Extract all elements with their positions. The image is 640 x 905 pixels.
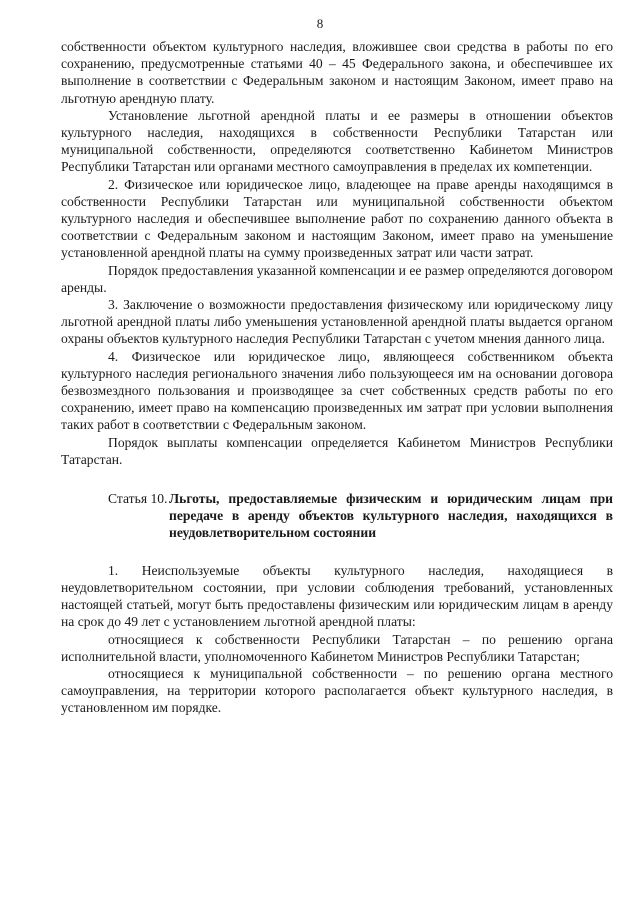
paragraph: 3. Заключение о возможности предоставления физическому или юридическому лицу льготной арендной платы либо уменьшения установленной арендной платы выдается органом охраны объектов культурного наследия Республики Татарстан с учетом мнения данного лица.: [61, 297, 613, 347]
paragraph: Порядок предоставления указанной компенсации и ее размер определяются договором аренды.: [61, 262, 613, 295]
article-title: Льготы, предоставляемые физическим и юридическим лицам при передаче в аренду объектов культурного наследия, находящихся в неудовлетворительном состоянии: [169, 491, 613, 541]
paragraph: относящиеся к муниципальной собственности – по решению органа местного самоуправления, на территории которого располагается объект культурного наследия, в установленном им порядке.: [61, 665, 613, 716]
document-body: [61, 38, 613, 717]
paragraph: собственности объектом культурного наследия, вложившее свои средства в работы по его сохранению, предусмотренные статьями 40 – 45 Федерального закона, и обеспечившее их выполнение в соответствии с Федеральным законом и настоящим Законом, имеет право на льготную арендную плату.: [61, 39, 613, 106]
paragraph: 1. Неиспользуемые объекты культурного наследия, находящиеся в неудовлетворительном состоянии, при условии соблюдения требований, установленных настоящей статьей, могут быть предоставлены физическим или юридическим лицам в аренду на срок до 49 лет с установлением льготной арендной платы:: [61, 562, 613, 630]
article-heading: [61, 490, 613, 542]
spacer: [61, 542, 613, 562]
paragraph: Порядок выплаты компенсации определяется Кабинетом Министров Республики Татарстан.: [61, 434, 613, 467]
paragraph: 2. Физическое или юридическое лицо, владеющее на праве аренды находящимся в собственности Республики Татарстан или муниципальной собственности объектом культурного наследия и обеспечившее выполнение работ по сохранению данного объекта в соответствии с Федеральным законом и настоящим Законом, имеет право на уменьшение установленной арендной платы на сумму произведенных затрат или части затрат.: [61, 176, 613, 261]
paragraph: 4. Физическое или юридическое лицо, являющееся собственником объекта культурного наследия регионального значения либо пользующееся им на основании договора безвозмездного пользования и производящее за счет собственных средств работы по его сохранению, имеет право на компенсацию произведенных им затрат при условии выполнения таких работ в соответствии с Федеральным законом.: [61, 348, 613, 433]
article-label: Статья 10.: [108, 491, 168, 507]
page-number: 8: [316, 16, 324, 31]
paragraph: относящиеся к собственности Республики Татарстан – по решению органа исполнительной власти, уполномоченного Кабинетом Министров Республики Татарстан;: [61, 631, 613, 664]
paragraph: Установление льготной арендной платы и ее размеры в отношении объектов культурного наследия, находящихся в собственности Республики Татарстан или муниципальной собственности, определяются соответственно Кабинетом Министров Республики Татарстан или органами местного самоуправления в пределах их компетенции.: [61, 107, 613, 175]
